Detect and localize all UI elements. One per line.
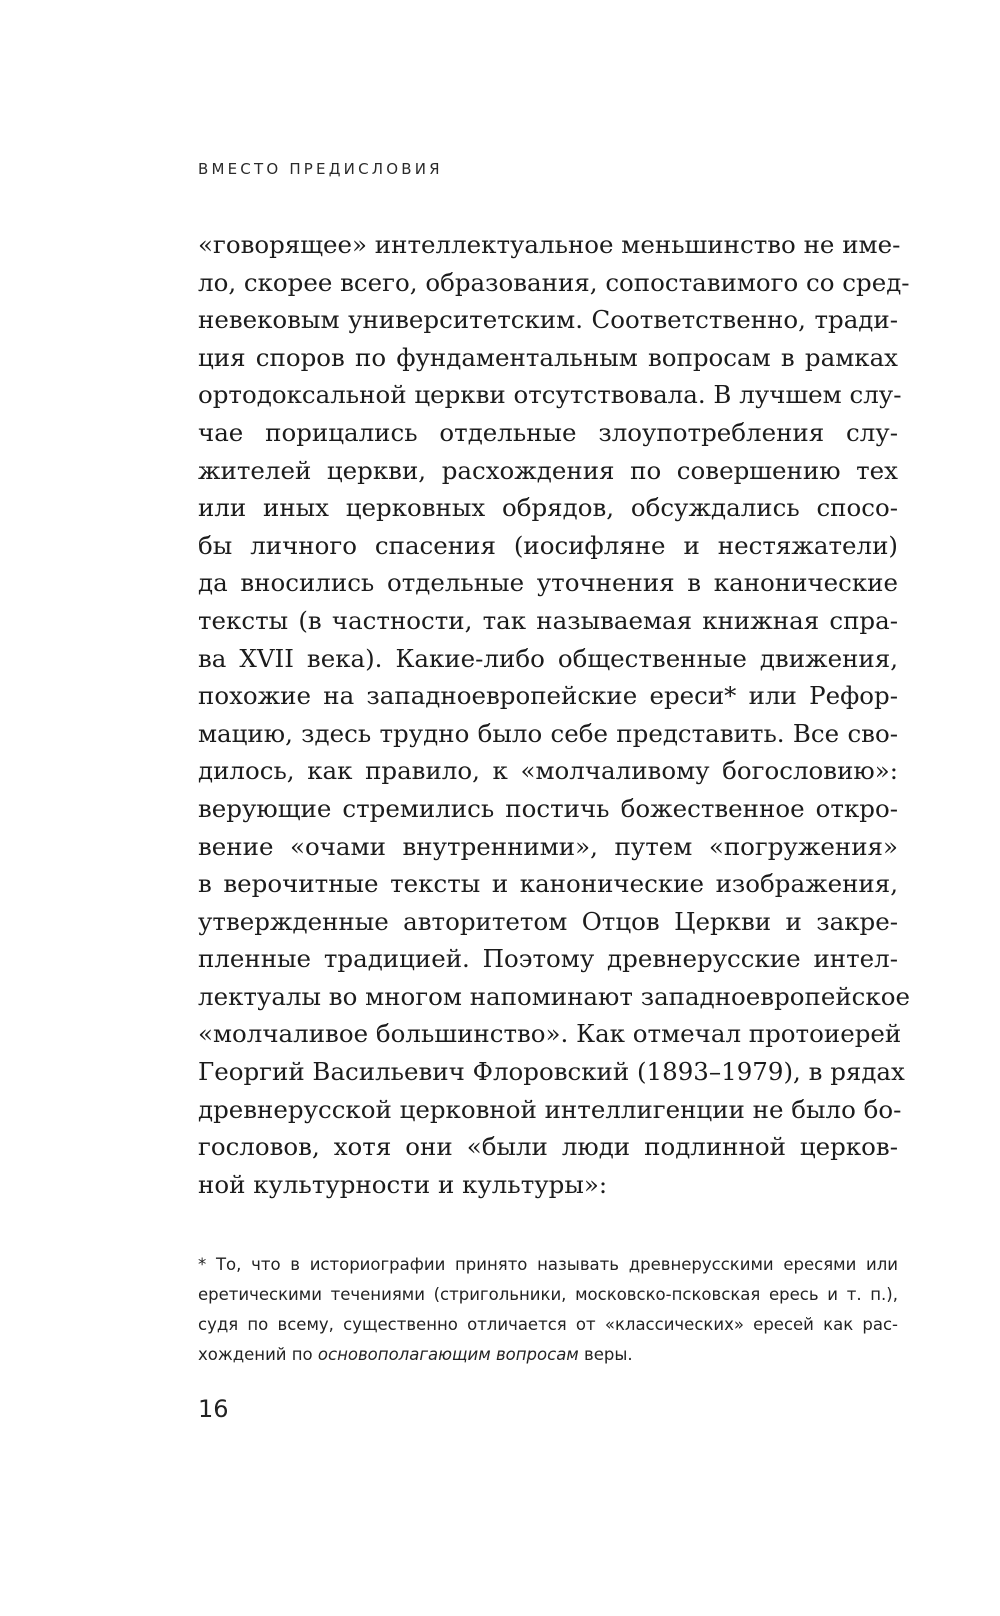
text-line: ной культурности и культуры»: bbox=[198, 1169, 608, 1199]
text-line: дилось, как правило, к «молчаливому богословию»: bbox=[198, 756, 898, 786]
text-line: невековым университетским. Соответственно, тради- bbox=[198, 305, 898, 335]
text-line: чае порицались отдельные злоупотребления слу- bbox=[198, 417, 898, 447]
running-header: ВМЕСТО ПРЕДИСЛОВИЯ bbox=[198, 160, 443, 178]
text-line: «говорящее» интеллектуальное меньшинство не име- bbox=[198, 230, 901, 259]
text-line: ция споров по фундаментальным вопросам в рамках bbox=[198, 342, 898, 372]
footnote-line: судя по всему, существенно отличается от «классических» ересей как рас- bbox=[198, 1315, 898, 1334]
text-line: вение «очами внутренними», путем «погружения» bbox=[198, 831, 898, 861]
footnote-text: веры. bbox=[578, 1345, 633, 1364]
text-line: лектуалы во многом напоминают западноевропейское bbox=[198, 981, 910, 1011]
text-line: бы личного спасения (иосифляне и нестяжатели) bbox=[198, 530, 898, 560]
footnote-line: * То, что в историографии принято называть древнерусскими ересями или bbox=[198, 1255, 898, 1274]
text-line: пленные традицией. Поэтому древнерусские интел- bbox=[198, 944, 898, 974]
text-line: или иных церковных обрядов, обсуждались спосо- bbox=[198, 493, 898, 523]
footnote-emphasis: основополагающим вопросам bbox=[317, 1345, 579, 1364]
text-line: тексты (в частности, так называемая книжная спра- bbox=[198, 605, 898, 635]
text-line: утвержденные авторитетом Отцов Церкви и закре- bbox=[198, 906, 898, 936]
footnote-text: хождений по bbox=[198, 1345, 318, 1364]
text-line: ва XVII века). Какие-либо общественные движения, bbox=[198, 643, 898, 673]
text-line: ло, скорее всего, образования, сопоставимого со сред- bbox=[198, 267, 910, 297]
text-line: похожие на западноевропейские ереси* или Рефор- bbox=[198, 681, 898, 711]
text-line: да вносились отдельные уточнения в канонические bbox=[198, 568, 898, 598]
text-line: Георгий Васильевич Флоровский (1893–1979), в рядах bbox=[198, 1057, 905, 1087]
body-paragraph bbox=[198, 226, 910, 1203]
text-line: древнерусской церковной интеллигенции не было бо- bbox=[198, 1094, 902, 1124]
text-line: гословов, хотя они «были люди подлинной церков- bbox=[198, 1132, 898, 1162]
text-line: ортодоксальной церкви отсутствовала. В лучшем слу- bbox=[198, 380, 902, 410]
page-number: 16 bbox=[198, 1395, 229, 1423]
footnote-line: еретическими течениями (стригольники, московско-псковская ересь и т. п.), bbox=[198, 1285, 898, 1304]
text-line: «молчаливое большинство». Как отмечал протоиерей bbox=[198, 1019, 902, 1049]
text-line: мацию, здесь трудно было себе представить. Все сво- bbox=[198, 718, 898, 748]
footnote bbox=[198, 1250, 898, 1370]
text-line: жителей церкви, расхождения по совершению тех bbox=[198, 455, 898, 485]
text-line: в верочитные тексты и канонические изображения, bbox=[198, 869, 898, 899]
footnote-line bbox=[198, 1340, 898, 1370]
text-line: верующие стремились постичь божественное откро- bbox=[198, 793, 898, 823]
